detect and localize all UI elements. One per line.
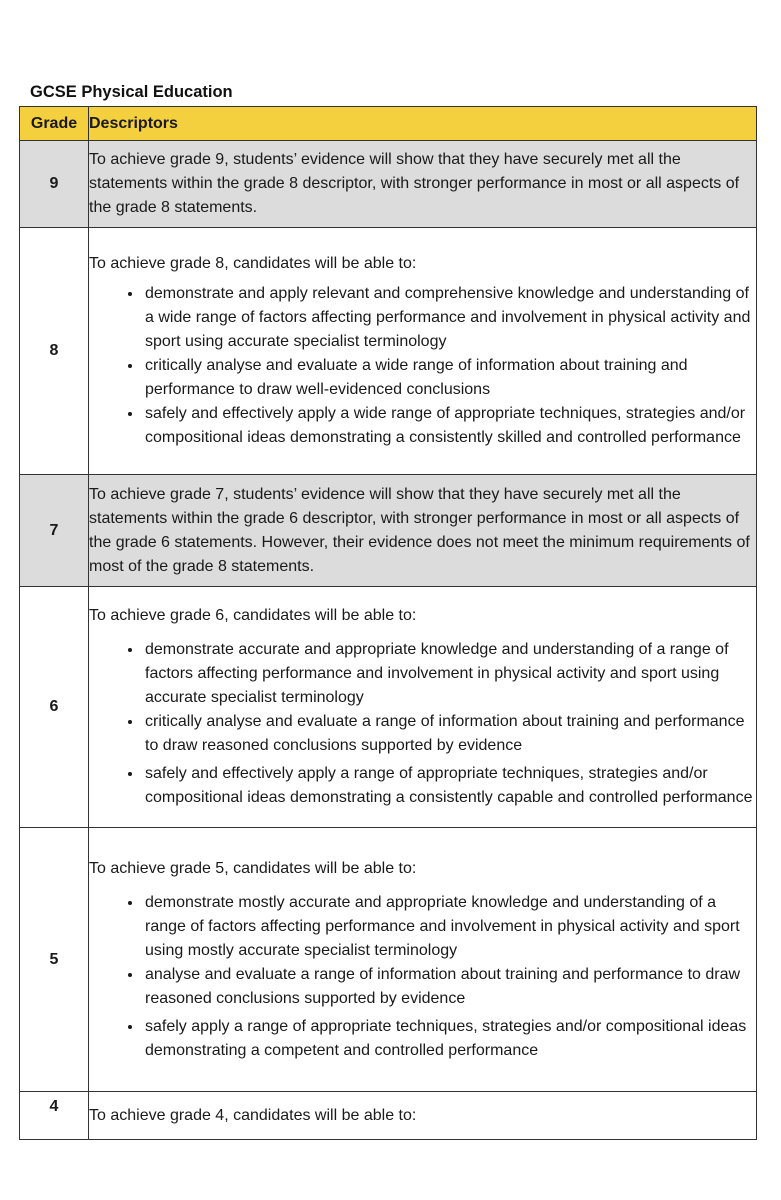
descriptor-text: To achieve grade 7, students’ evidence will show that they have securely met all the statements within the grade 6 descriptor, with stronger performance in most or all aspects of the grade 6 statements. However, their evidence does not meet the minimum requirements of most of the grade 8 statements.	[89, 475, 757, 587]
descriptor-bullet: • safely apply a range of appropriate techniques, strategies and/or compositional ideas demonstrating a competent and controlled performance	[143, 1015, 756, 1063]
descriptor-cell	[89, 228, 757, 475]
descriptor-bullet: • critically analyse and evaluate a wide range of information about training and performance to draw well-evidenced conclusions	[143, 354, 756, 402]
descriptors-column-header: Descriptors	[89, 107, 757, 141]
grade-number: 8	[20, 228, 89, 475]
table-row	[20, 228, 757, 475]
descriptor-bullet: • demonstrate mostly accurate and appropriate knowledge and understanding of a range of factors affecting performance and involvement in physical activity and sport using mostly accurate specialist terminology	[143, 891, 756, 963]
table-header-row	[20, 107, 757, 141]
grade-number: 6	[20, 587, 89, 828]
descriptor-bullet: • safely and effectively apply a range of appropriate techniques, strategies and/or compositional ideas demonstrating a consistently capable and controlled performance	[143, 762, 756, 810]
table-row	[20, 828, 757, 1092]
descriptor-intro: To achieve grade 4, candidates will be able to:	[89, 1092, 757, 1140]
document-title: GCSE Physical Education	[30, 83, 233, 101]
table-row	[20, 141, 757, 228]
grade-number: 5	[20, 828, 89, 1092]
grade-number: 7	[20, 475, 89, 587]
descriptor-bullet: • demonstrate and apply relevant and comprehensive knowledge and understanding of a wide range of factors affecting performance and involvement in physical activity and sport using accurate specialist terminology	[143, 282, 756, 354]
descriptor-bullet: • safely and effectively apply a wide range of appropriate techniques, strategies and/or compositional ideas demonstrating a consistently skilled and controlled performance	[143, 402, 756, 450]
table-row	[20, 587, 757, 828]
descriptor-bullet: • analyse and evaluate a range of information about training and performance to draw reasoned conclusions supported by evidence	[143, 963, 756, 1011]
descriptor-intro: To achieve grade 6, candidates will be able to:	[89, 607, 417, 624]
descriptor-bullet-list	[89, 282, 756, 450]
descriptor-intro: To achieve grade 8, candidates will be able to:	[89, 255, 417, 272]
table-row	[20, 1092, 757, 1140]
grade-column-header: Grade	[20, 107, 89, 141]
descriptor-cell	[89, 587, 757, 828]
grade-descriptors-table	[19, 106, 757, 1140]
descriptor-bullet-list	[89, 638, 756, 810]
descriptor-cell	[89, 828, 757, 1092]
descriptor-intro: To achieve grade 5, candidates will be able to:	[89, 859, 417, 877]
grade-number: 9	[20, 141, 89, 228]
grade-number: 4	[20, 1092, 89, 1140]
descriptor-bullet-list	[89, 891, 756, 1063]
descriptor-bullet: • demonstrate accurate and appropriate knowledge and understanding of a range of factors affecting performance and involvement in physical activity and sport using accurate specialist terminology	[143, 638, 756, 710]
descriptor-bullet: • critically analyse and evaluate a range of information about training and performance to draw reasoned conclusions supported by evidence	[143, 710, 756, 758]
table-row	[20, 475, 757, 587]
descriptor-text: To achieve grade 9, students’ evidence will show that they have securely met all the statements within the grade 8 descriptor, with stronger performance in most or all aspects of the grade 8 statements.	[89, 141, 757, 228]
